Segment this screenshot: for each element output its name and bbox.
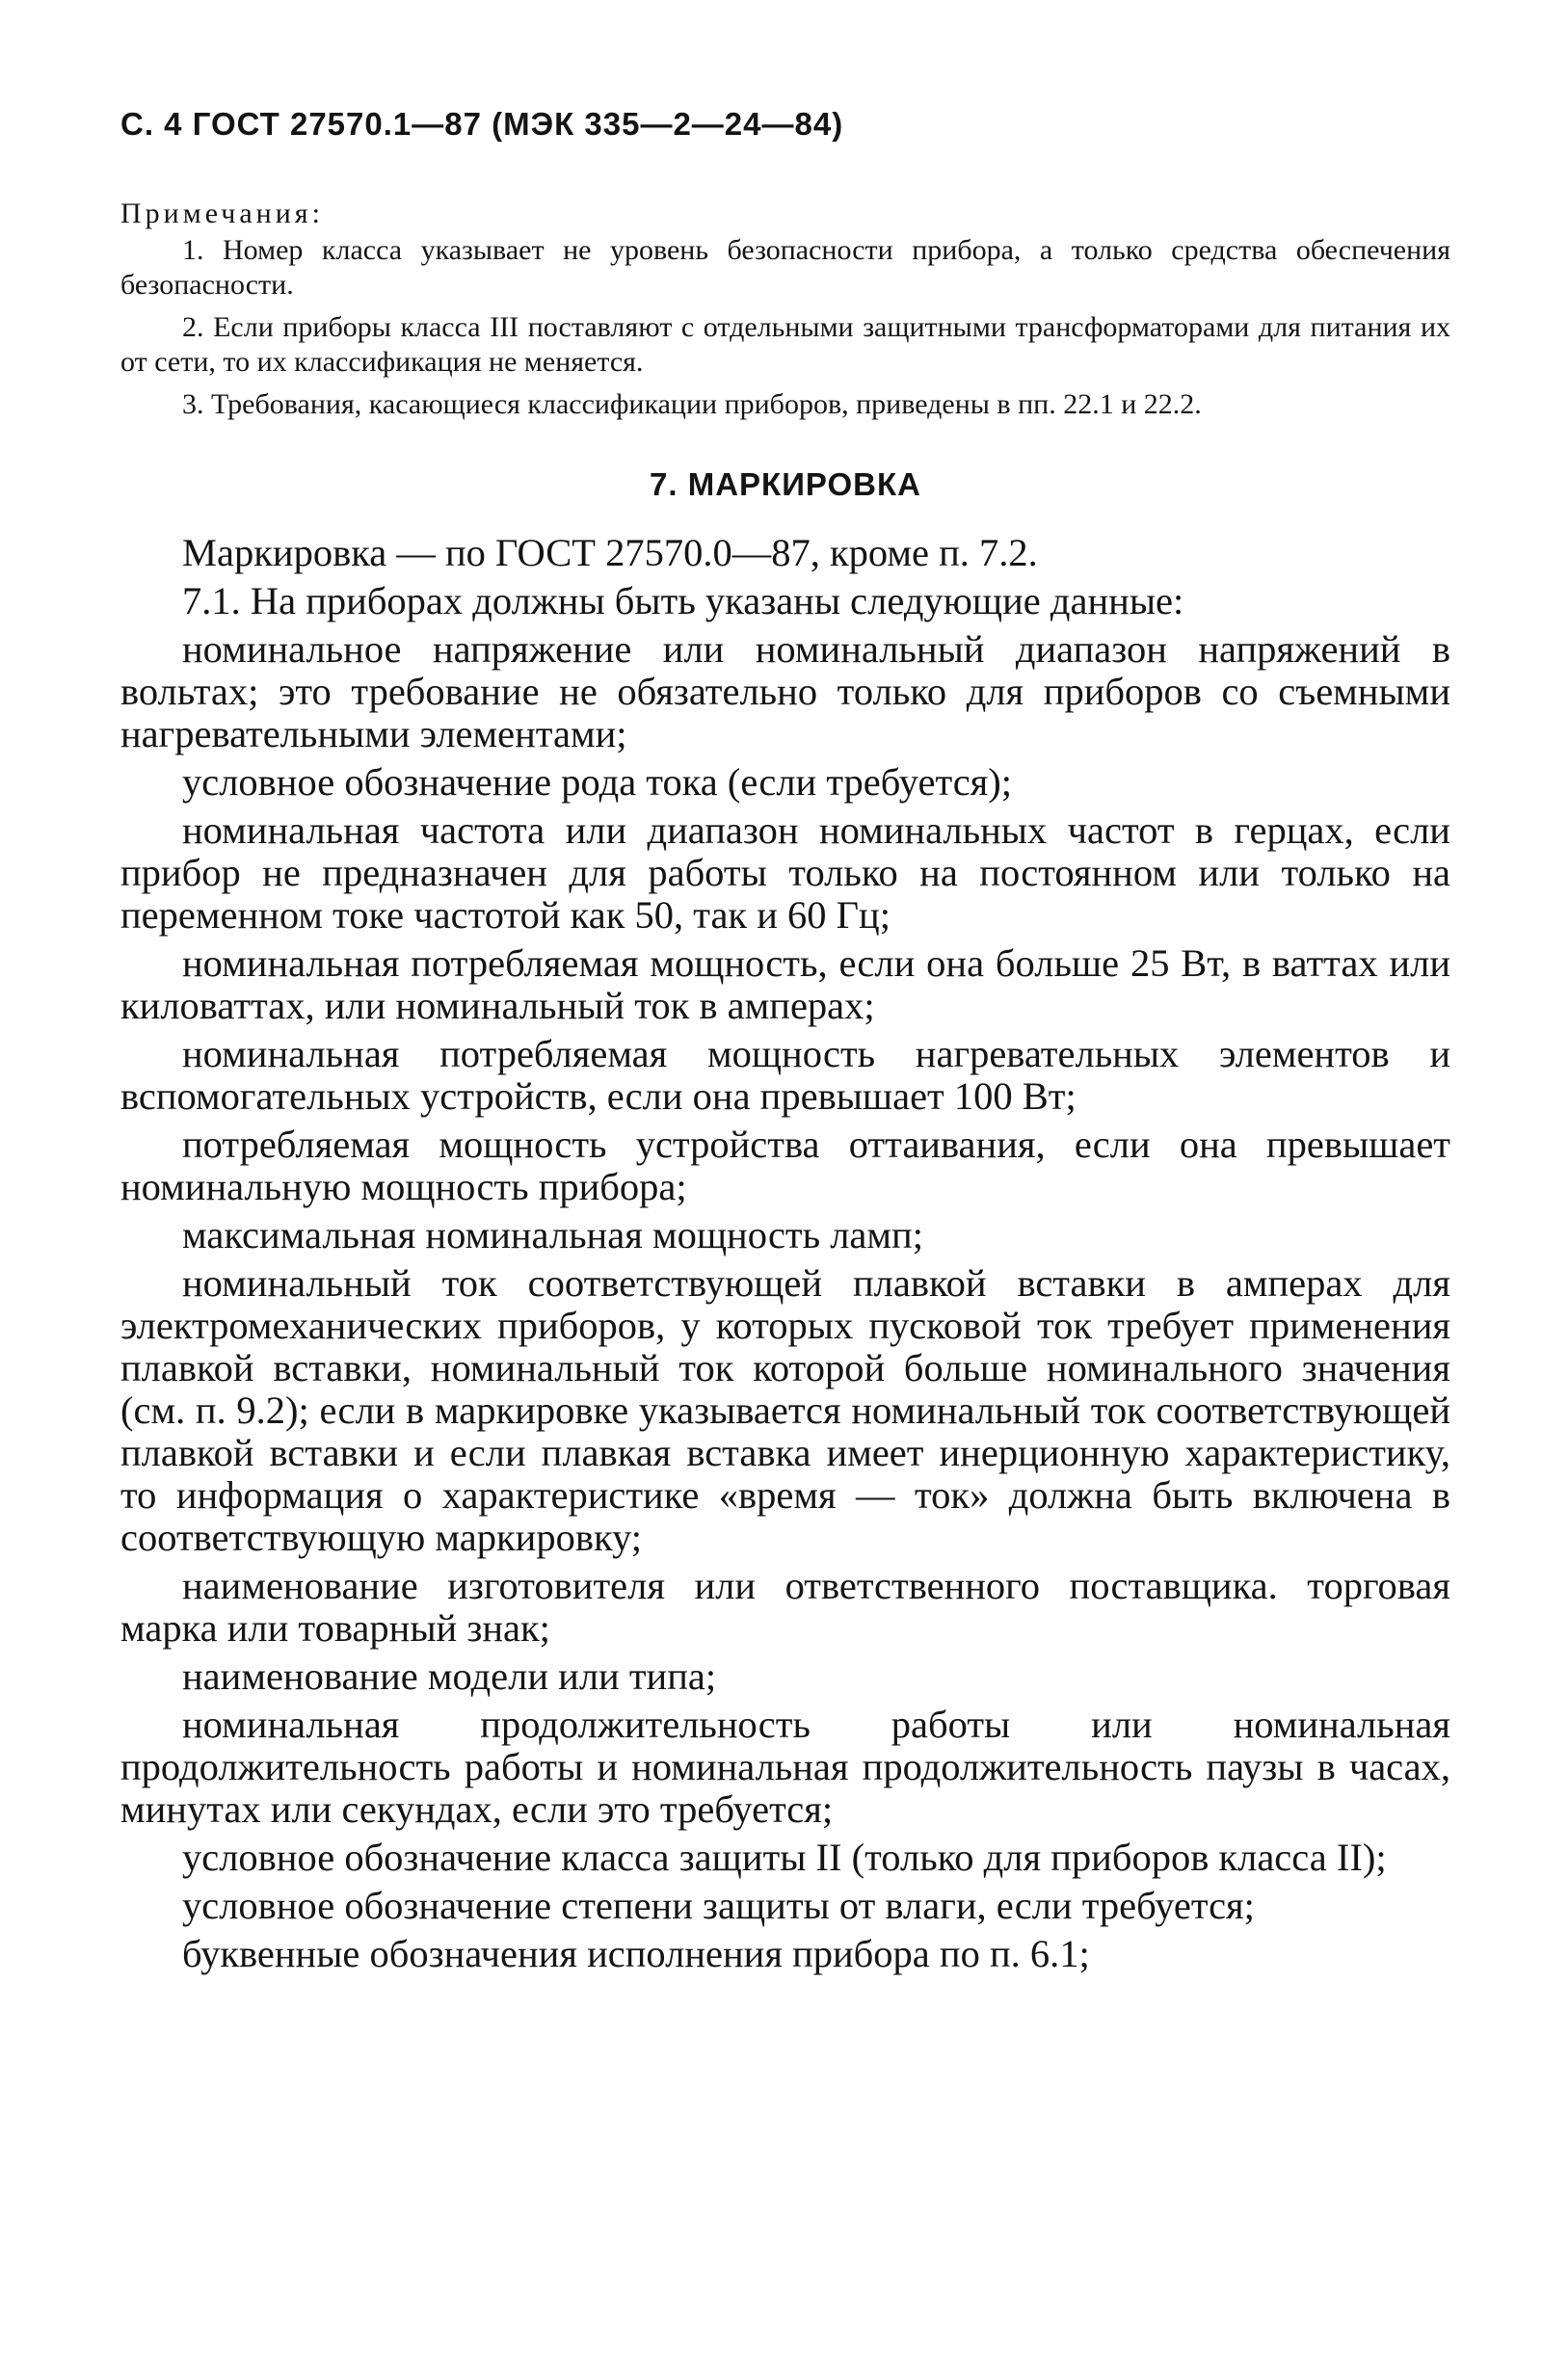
section-body bbox=[120, 532, 1450, 1975]
note-item: 3. Требования, касающиеся классификации приборов, приведены в пп. 22.1 и 22.2. bbox=[182, 388, 1202, 420]
paragraph: номинальная потребляемая мощность, если она больше 25 Вт, в ваттах или киловаттах, или номинальный ток в амперах; bbox=[120, 941, 1450, 1027]
paragraph: наименование изготовителя или ответственного поставщика. торговая марка или товарный знак; bbox=[120, 1564, 1450, 1650]
note-item: 1. Номер класса указывает не уровень безопасности прибора, а только средства обеспечения безопасности. bbox=[120, 234, 1450, 301]
paragraph: номинальная частота или диапазон номинальных частот в герцах, если прибор не предназначен для работы только на постоянном или только на переменном токе частотой как 50, так и 60 Гц; bbox=[120, 808, 1450, 937]
paragraph: максимальная номинальная мощность ламп; bbox=[182, 1213, 923, 1256]
paragraph: потребляемая мощность устройства оттаивания, если она превышает номинальную мощность прибора; bbox=[120, 1123, 1450, 1208]
paragraph: номинальный ток соответствующей плавкой вставки в амперах для электромеханических приборов, у которых пусковой ток требует применения плавкой вставки, номинальный ток которой больше номинального значения (см. п. 9.2); если в маркировке указывается номинальный ток соответствующей плавкой вставки и если плавкая вставка имеет инерционную характеристику, то информация о характеристике «время — ток» должна быть включена в соответствующую маркировку; bbox=[120, 1261, 1450, 1559]
notes-block bbox=[120, 197, 1450, 422]
paragraph: условное обозначение рода тока (если требуется); bbox=[182, 760, 1013, 804]
paragraph: Маркировка — по ГОСТ 27570.0—87, кроме п. 7.2. bbox=[182, 531, 1038, 574]
paragraph: буквенные обозначения исполнения прибора по п. 6.1; bbox=[182, 1932, 1090, 1975]
paragraph: 7.1. На приборах должны быть указаны следующие данные: bbox=[182, 579, 1184, 622]
document-page bbox=[120, 106, 1450, 1981]
notes-heading: Примечания: bbox=[120, 198, 324, 229]
paragraph: номинальная потребляемая мощность нагревательных элементов и вспомогательных устройств, если она превышает 100 Вт; bbox=[120, 1032, 1450, 1118]
paragraph: наименование модели или типа; bbox=[182, 1654, 717, 1698]
note-item: 2. Если приборы класса III поставляют с отдельными защитными трансформаторами для питания их от сети, то их классификация не меняется. bbox=[120, 311, 1450, 378]
paragraph: условное обозначение степени защиты от влаги, если требуется; bbox=[182, 1884, 1255, 1927]
paragraph: номинальная продолжительность работы или номинальная продолжительность работы и номинальная продолжительность паузы в часах, минутах или секундах, если это требуется; bbox=[120, 1703, 1450, 1831]
paragraph: условное обозначение класса защиты II (только для приборов класса II); bbox=[182, 1836, 1387, 1879]
paragraph: номинальное напряжение или номинальный диапазон напряжений в вольтах; это требование не обязательно только для приборов со съемными нагревательными элементами; bbox=[120, 627, 1450, 755]
running-header: С. 4 ГОСТ 27570.1—87 (МЭК 335—2—24—84) bbox=[120, 106, 844, 142]
section-title: 7. МАРКИРОВКА bbox=[650, 466, 921, 502]
